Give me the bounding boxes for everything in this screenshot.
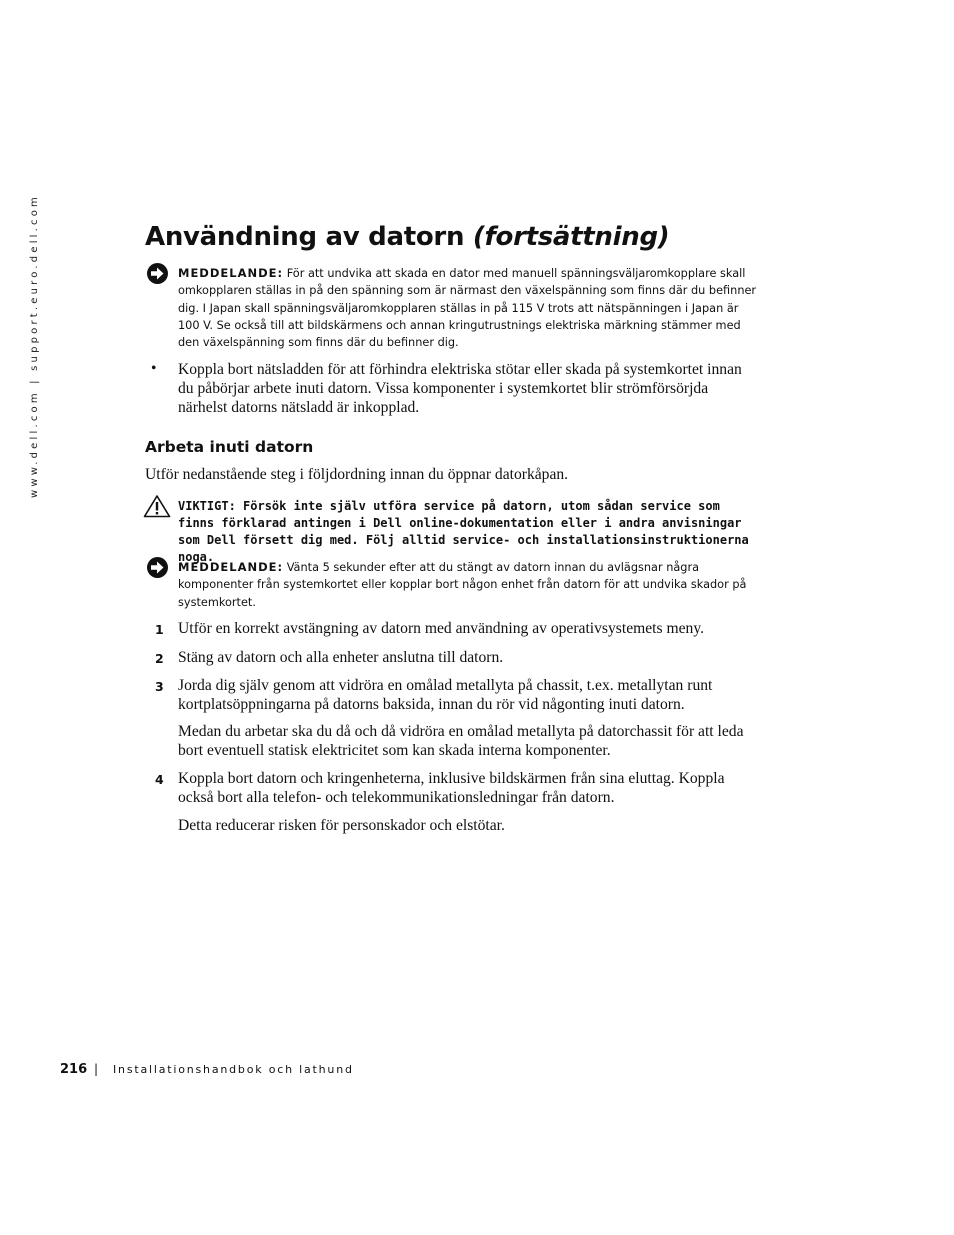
step-text: Utför en korrekt avstängning av datorn med användning av operativsystemets meny. [178, 620, 704, 637]
footer-separator: | [94, 1062, 99, 1076]
warning-triangle-icon [143, 494, 171, 518]
step-text: Koppla bort datorn och kringenheterna, inklusive bildskärmen från sina eluttag. Koppla också bort alla telefon- och telekommunikationsledningar från datorn. [178, 770, 725, 806]
footer-title: Installationshandbok och lathund [113, 1063, 354, 1076]
title-main: Användning av datorn [145, 222, 473, 252]
step-text: Jorda dig själv genom att vidröra en omålad metallyta på chassit, t.ex. metallytan runt kortplatsöppningarna på datorns baksida, innan du rör vid någonting inuti datorn. [178, 677, 713, 713]
page-title [145, 222, 669, 252]
step-text: Stäng av datorn och alla enheter anslutna till datorn. [178, 649, 504, 666]
notice-arrow-icon [146, 556, 169, 579]
notice-2-label: MEDDELANDE: [178, 560, 284, 574]
notice-1 [178, 265, 758, 351]
bullet-text: Koppla bort nätsladden för att förhindra elektriska stötar eller skada på systemkortet innan du påbörjar arbete inuti datorn. Vissa komponenter i systemkortet blir strömförsörjda närhelst datorns nätsladd är inkopplad. [178, 361, 742, 416]
sidebar-url: www.dell.com | support.euro.dell.com [29, 194, 40, 498]
page-number: 216 [60, 1062, 88, 1077]
notice-1-label: MEDDELANDE: [178, 266, 284, 280]
step-number: 4 [155, 772, 164, 787]
bullet-symbol: • [151, 360, 157, 377]
step-extra-text: Medan du arbetar ska du då och då vidröra en omålad metallyta på datorchassit för att leda bort eventuell statisk elektricitet som kan skada interna komponenter. [178, 723, 744, 759]
section-heading: Arbeta inuti datorn [145, 438, 314, 456]
step-extra-text: Detta reducerar risken för personskador och elstötar. [178, 817, 505, 834]
section-intro: Utför nedanstående steg i följdordning innan du öppnar datorkåpan. [145, 466, 569, 483]
warning-text: VIKTIGT: Försök inte själv utföra service på datorn, utom sådan service som finns förklarad antingen i Dell online-dokumentation eller i andra anvisningar som Dell försett dig med. Följ alltid service- och installationsinstruktionerna noga. [178, 499, 749, 564]
title-italic: (fortsättning) [472, 222, 670, 252]
notice-arrow-icon [146, 262, 169, 285]
step-number: 3 [155, 679, 164, 694]
notice-1-text: För att undvika att skada en dator med manuell spänningsväljaromkopplare skall omkopplaren ställas in på den spänning som är närmast den växelspänning som finns där du befinner dig. I Japan skall spänningsväljaromkopplaren ställas in på 115 V trots att nätspänningen i Japan är 100 V. Se också till att bildskärmens och annan kringutrustnings elektriska märkning stämmer med den växelspänning som finns där du befinner dig. [178, 267, 757, 350]
step-number: 2 [155, 651, 164, 666]
step-number: 1 [155, 622, 164, 637]
notice-2-text: Vänta 5 sekunder efter att du stängt av datorn innan du avlägsnar några komponenter från systemkortet eller kopplar bort någon enhet från datorn för att undvika skador på systemkortet. [178, 561, 747, 609]
notice-2 [178, 559, 758, 611]
